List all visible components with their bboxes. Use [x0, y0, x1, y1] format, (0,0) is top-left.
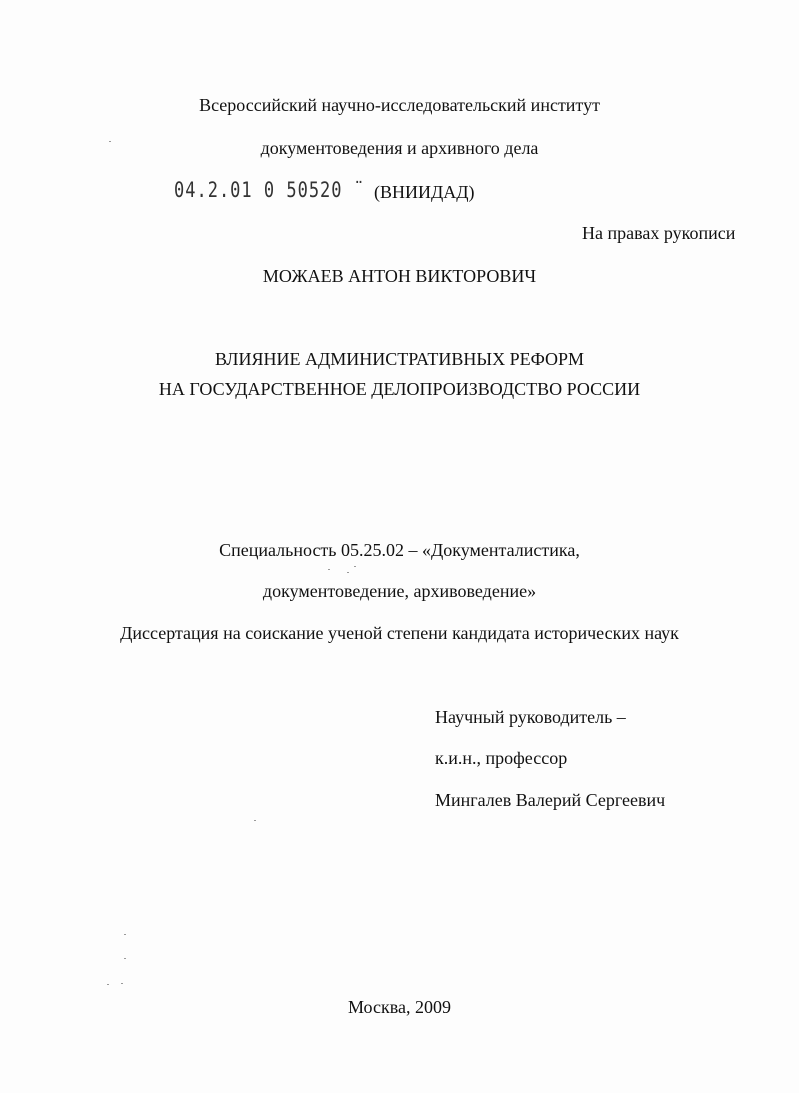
specialty-line-1: Специальность 05.25.02 – «Документалистика, [219, 540, 580, 560]
specialty-line-2: документоведение, архивоведение» [262, 581, 537, 601]
degree-line: Диссертация на соискание ученой степени кандидата исторических наук [120, 623, 679, 643]
institute-line-2: документоведения и архивного дела [260, 138, 539, 158]
supervisor-label: Научный руководитель – [435, 707, 626, 727]
city-year: Москва, 2009 [348, 997, 451, 1017]
institute-abbreviation: (ВНИИДАД) [374, 182, 475, 202]
archive-stamp-code: 04.2.01 0 50520 ¨ [174, 178, 365, 203]
thesis-title-line-2: НА ГОСУДАРСТВЕННОЕ ДЕЛОПРОИЗВОДСТВО РОССИИ [158, 379, 641, 399]
thesis-title-line-1: ВЛИЯНИЕ АДМИНИСТРАТИВНЫХ РЕФОРМ [214, 349, 585, 369]
rights-note: На правах рукописи [582, 223, 736, 243]
scan-speck [124, 934, 126, 935]
scan-speck [109, 141, 111, 142]
supervisor-rank: к.и.н., профессор [435, 748, 568, 768]
author-name: МОЖАЕВ АНТОН ВИКТОРОВИЧ [262, 266, 537, 286]
scan-speck [107, 984, 109, 985]
scan-speck [328, 569, 330, 570]
supervisor-name: Мингалев Валерий Сергеевич [435, 790, 666, 810]
scan-speck [254, 820, 256, 821]
scan-speck [347, 572, 349, 573]
scan-speck [124, 958, 126, 959]
scan-speck [354, 566, 356, 567]
institute-line-1: Всероссийский научно-исследовательский институт [199, 95, 600, 115]
scan-speck [121, 983, 123, 984]
